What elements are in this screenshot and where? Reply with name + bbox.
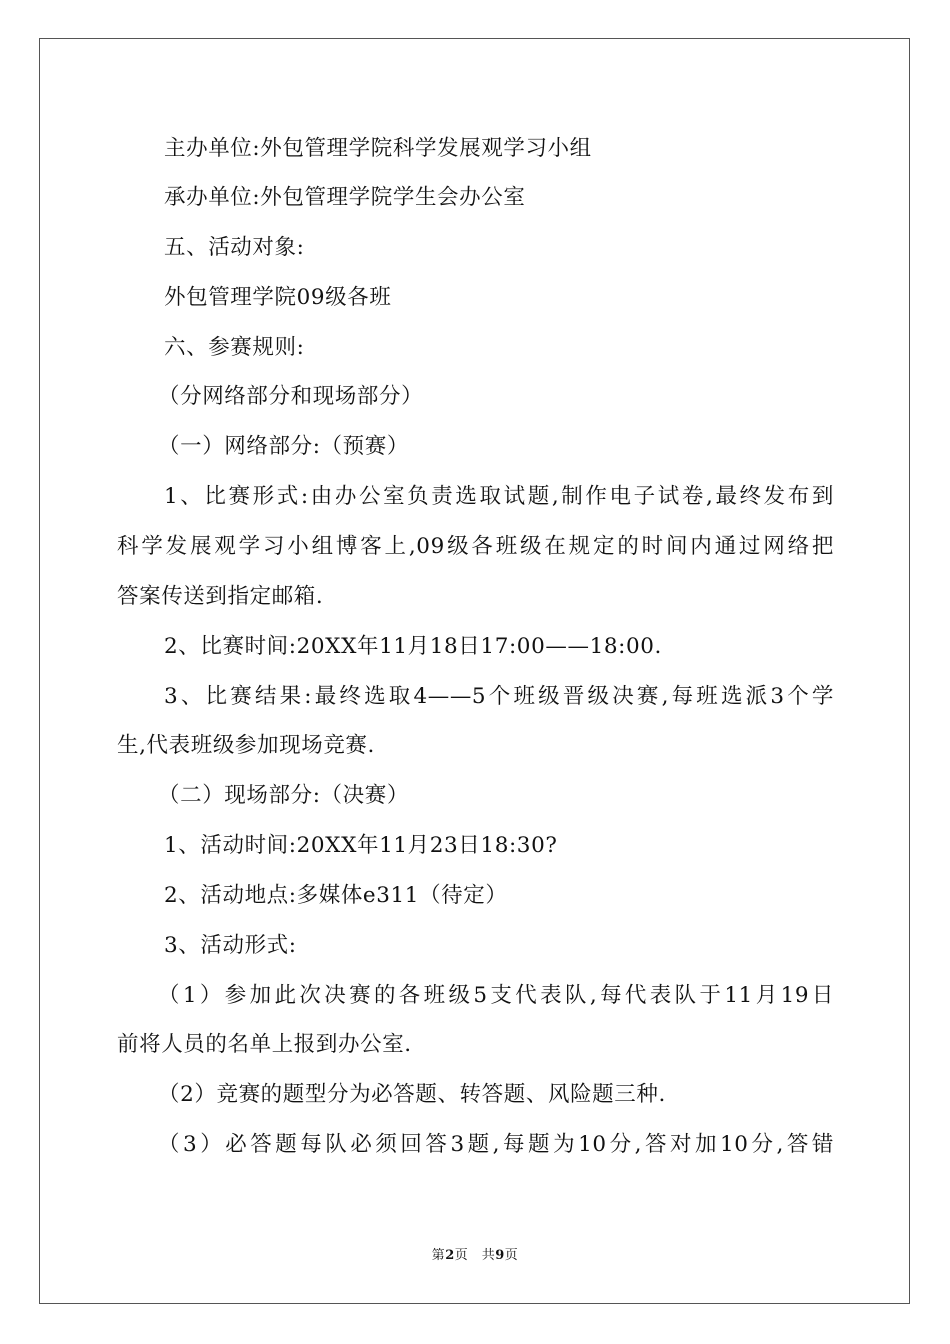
- paragraph-line: 1、活动时间:20XX年11月23日18:30?: [164, 833, 558, 858]
- paragraph-line: 2、比赛时间:20XX年11月18日17:00——18:00.: [164, 634, 662, 659]
- participants-line: 外包管理学院09级各班: [164, 285, 392, 310]
- page-prefix: 第: [431, 1248, 446, 1263]
- onsite-part-heading: （二）现场部分:（决赛）: [158, 783, 409, 808]
- page-number-footer: [0, 1249, 950, 1262]
- section-five-heading: 五、活动对象:: [164, 235, 305, 260]
- paragraph-line: 科学发展观学习小组博客上,09级各班级在规定的时间内通过网络把: [117, 534, 834, 559]
- total-pages-number: 9: [495, 1248, 505, 1263]
- paragraph-line: 生,代表班级参加现场竞赛.: [117, 733, 375, 758]
- current-page-number: 2: [445, 1248, 455, 1263]
- paragraph-line: 3、活动形式:: [164, 933, 297, 958]
- page-border: [39, 38, 910, 1304]
- online-part-heading: （一）网络部分:（预赛）: [158, 434, 409, 459]
- co-organizer-line: 承办单位:外包管理学院学生会办公室: [164, 185, 526, 210]
- paragraph-line: 前将人员的名单上报到办公室.: [117, 1032, 412, 1057]
- section-six-heading: 六、参赛规则:: [164, 335, 305, 360]
- paragraph-line: （3）必答题每队必须回答3题,每题为10分,答对加10分,答错: [158, 1132, 834, 1157]
- page-suffix: 页: [504, 1248, 519, 1263]
- organizer-line: 主办单位:外包管理学院科学发展观学习小组: [164, 136, 592, 161]
- paragraph-line: 2、活动地点:多媒体e311（待定）: [164, 883, 508, 908]
- page-mid: 页 共: [454, 1248, 496, 1263]
- paragraph-line: （2）竞赛的题型分为必答题、转答题、风险题三种.: [158, 1082, 666, 1107]
- rules-note: （分网络部分和现场部分）: [158, 384, 424, 409]
- paragraph-line: （1）参加此次决赛的各班级5支代表队,每代表队于11月19日: [158, 983, 834, 1008]
- paragraph-line: 1、比赛形式:由办公室负责选取试题,制作电子试卷,最终发布到: [164, 484, 834, 509]
- paragraph-line: 答案传送到指定邮箱.: [117, 584, 324, 609]
- paragraph-line: 3、比赛结果:最终选取4——5个班级晋级决赛,每班选派3个学: [164, 684, 834, 709]
